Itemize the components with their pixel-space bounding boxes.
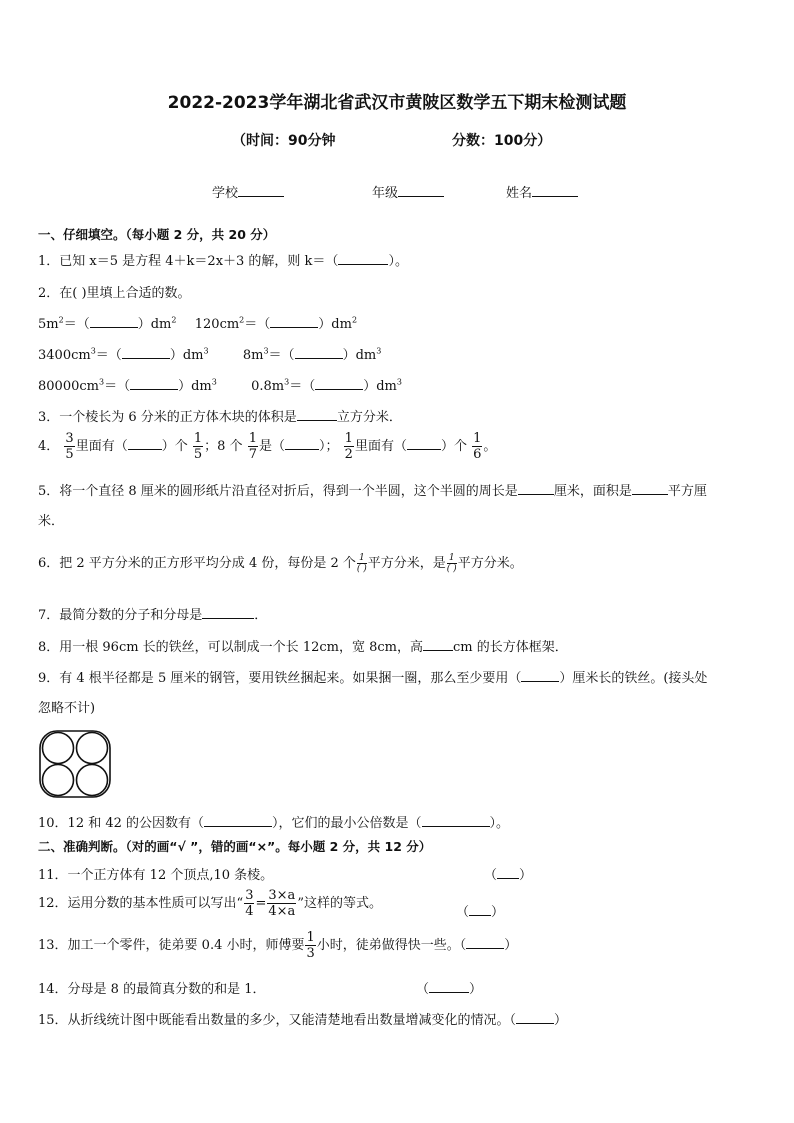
question-14: 14．分母是 8 的最简真分数的和是 1． (38, 982, 266, 997)
binding-wire (40, 731, 110, 797)
score-info: 分数：100分） (452, 133, 552, 149)
grade-field[interactable] (372, 182, 444, 201)
question-1: 1．已知 x＝5 是方程 4＋k＝2x＋3 的解，则 k＝（ ）。 (38, 254, 408, 269)
school-field[interactable] (212, 182, 284, 201)
question-5: 5．将一个直径 8 厘米的圆形纸片沿直径对折后，得到一个半圆，这个半圆的周长是 厘米，面积是 平方厘 (38, 484, 707, 499)
answer-blank[interactable] (423, 638, 453, 651)
grade-label: 年级 (372, 186, 399, 201)
answer-blank[interactable] (202, 606, 254, 619)
question-2: 2．在( )里填上合适的数。 (38, 286, 191, 301)
answer-blank[interactable] (521, 669, 559, 682)
question-14-answer[interactable]: （ ） (416, 982, 483, 997)
question-2-row-3: $80000cm^3=$（ ）$dm^3$ $0.8m^3=$（ ）$dm^3$ (38, 377, 402, 394)
name-field[interactable] (506, 182, 578, 201)
section-2-heading: 二、准确判断。（对的画“√ ”，错的画“×”。每小题 2 分，共 12 分） (38, 839, 432, 854)
pipe-circle (43, 765, 74, 796)
answer-blank[interactable] (204, 814, 272, 827)
question-3: 3．一个棱长为 6 分米的正方体木块的体积是 立方分米． (38, 410, 402, 425)
question-13: 13．加工一个零件，徒弟要 0.4 小时，师傅要 $\frac{1}{3}$ 小时，徒弟做得快一些。（ ） (38, 930, 518, 961)
question-2-row-1: $5m^2=$（ ）$dm^2$ $120cm^2=$（ ）$dm^2$ (38, 315, 358, 332)
question-6: 6．把 2 平方分米的正方形平均分成 4 份，每份是 2 个 $\frac{1}{( )}$ 平方分米，是 $\frac{1}{( )}$ 平方分米。 (38, 552, 523, 574)
time-info: （时间：90分钟 (232, 133, 336, 149)
pipe-circle (43, 733, 74, 764)
answer-blank[interactable] (315, 377, 363, 390)
question-15: 15．从折线统计图中既能看出数量的多少，又能清楚地看出数量增减变化的情况。（ ） (38, 1013, 568, 1028)
question-2-row-2: $3400cm^3=$（ ）$dm^3$ $8m^3=$（ ）$dm^3$ (38, 346, 382, 363)
question-11: 11．一个正方体有 12 个顶点,10 条棱。 (38, 868, 274, 883)
answer-blank[interactable] (270, 315, 318, 328)
answer-blank[interactable] (422, 814, 490, 827)
answer-blank[interactable] (518, 482, 554, 495)
answer-blank[interactable] (295, 346, 343, 359)
answer-blank[interactable] (90, 315, 138, 328)
section-1-heading: 一、仔细填空。（每小题 2 分，共 20 分） (38, 227, 276, 242)
name-label: 姓名 (506, 186, 533, 201)
question-7: 7．最简分数的分子和分母是 ． (38, 608, 268, 623)
answer-blank[interactable] (516, 1011, 554, 1024)
page-title: 2022-2023学年湖北省武汉市黄陂区数学五下期末检测试题 (167, 93, 627, 113)
question-9: 9．有 4 根半径都是 5 厘米的钢管，要用铁丝捆起来。如果捆一圈，那么至少要用（ ）厘米长的铁丝。(接头处 (38, 671, 708, 686)
question-12-answer[interactable]: （ ） (456, 905, 505, 920)
answer-blank[interactable] (122, 346, 170, 359)
question-9-cont: 忽略不计) (38, 701, 96, 716)
answer-blank[interactable] (297, 408, 337, 421)
answer-blank[interactable] (285, 437, 319, 450)
question-12: 12．运用分数的基本性质可以写出“ $\frac{3}{4}$ = $\frac{3\times a}{4\times a}$ ”这样的等式。 (38, 888, 382, 919)
answer-blank[interactable] (338, 252, 388, 265)
answer-blank[interactable] (130, 377, 178, 390)
school-label: 学校 (212, 186, 239, 201)
question-5-cont: 米． (38, 514, 65, 529)
answer-blank[interactable] (128, 437, 162, 450)
answer-blank[interactable] (407, 437, 441, 450)
answer-blank[interactable] (466, 936, 504, 949)
pipe-circle (77, 765, 108, 796)
pipe-circle (77, 733, 108, 764)
question-10: 10．12 和 42 的公因数有（ ），它们的最小公倍数是（ ）。 (38, 816, 510, 831)
question-8: 8．用一根 96cm 长的铁丝，可以制成一个长 12cm，宽 8cm，高 cm 的长方体框架． (38, 640, 568, 655)
question-11-answer[interactable]: （ ） (484, 868, 533, 883)
four-pipes-diagram (38, 729, 112, 799)
answer-blank[interactable] (632, 482, 668, 495)
question-4: 4． $\frac{3}{5}$ 里面有（ ）个 $\frac{1}{5}$ ；8 个 $\frac{1}{7}$ 是（ ）； $\frac{1}{2}$ 里面有（ ）个 $\frac{1}{6}$ 。 (38, 431, 497, 462)
